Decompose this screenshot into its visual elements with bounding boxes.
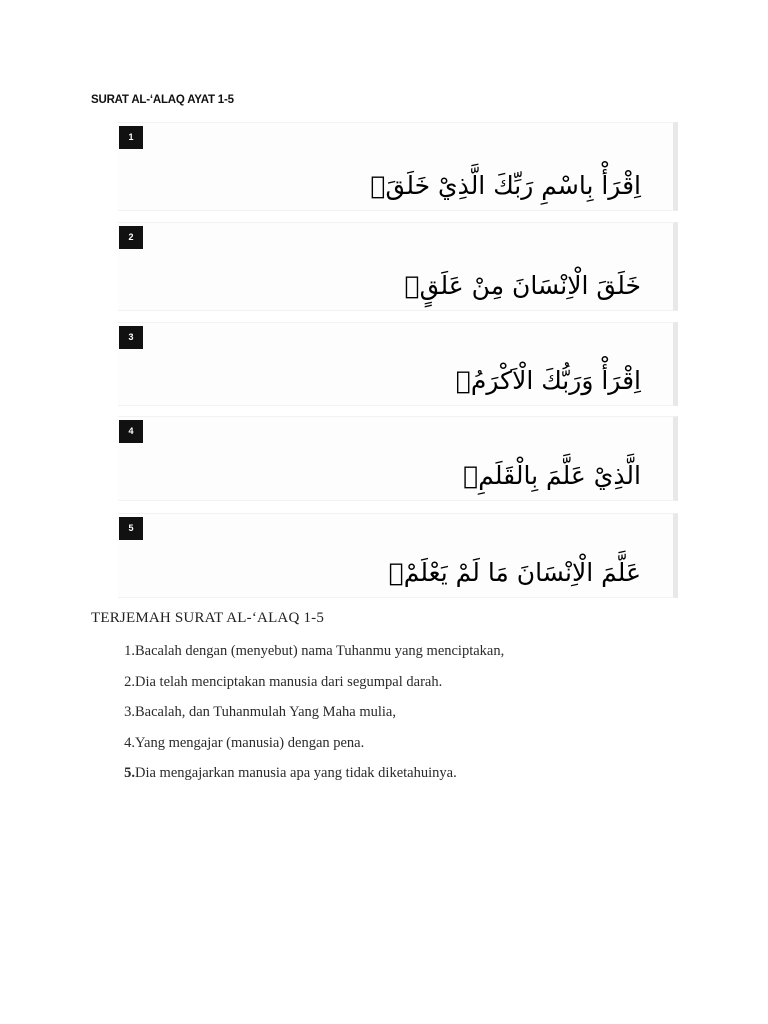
- verse-arabic-text: عَلَّمَ الْاِنْسَانَ مَا لَمْ يَعْلَمْۗ: [388, 558, 641, 587]
- verse-arabic-text: خَلَقَ الْاِنْسَانَ مِنْ عَلَقٍۚ: [404, 271, 641, 300]
- verse-number-badge: 1: [119, 126, 143, 149]
- translation-title: TERJEMAH SURAT AL-‘ALAQ 1-5: [91, 610, 325, 626]
- list-item-text: Dia mengajarkan manusia apa yang tidak diketahuinya.: [135, 765, 457, 781]
- list-item: [91, 733, 365, 764]
- list-item-number: 4.: [124, 734, 135, 751]
- list-item-text: Dia telah menciptakan manusia dari segumpal darah.: [135, 673, 443, 690]
- verse-row: [118, 222, 678, 311]
- page-heading: SURAT AL-‘ALAQ AYAT 1-5: [91, 94, 234, 106]
- list-item-number: 3.: [124, 704, 135, 720]
- verse-row: [118, 513, 678, 598]
- translation-list: [91, 641, 505, 794]
- verse-list: [118, 122, 678, 598]
- verse-number-badge: 5: [119, 517, 143, 540]
- list-item-text: Bacalah, dan Tuhanmulah Yang Maha mulia,: [135, 704, 396, 720]
- list-item: [91, 702, 396, 733]
- list-item-text: Yang mengajar (manusia) dengan pena.: [135, 734, 365, 751]
- verse-arabic-text: اِقْرَأْ بِاسْمِ رَبِّكَ الَّذِيْ خَلَقَۚ: [370, 171, 641, 200]
- list-item-number: 5.: [124, 765, 135, 781]
- verse-arabic-text: الَّذِيْ عَلَّمَ بِالْقَلَمِۙ: [463, 461, 641, 490]
- verse-number-badge: 3: [119, 326, 143, 349]
- list-item-number: 2.: [124, 673, 135, 690]
- verse-arabic-text: اِقْرَأْ وَرَبُّكَ الْاَكْرَمُۙ: [455, 366, 641, 395]
- verse-number-badge: 4: [119, 420, 143, 443]
- verse-row: [118, 416, 678, 501]
- verse-row: [118, 122, 678, 211]
- list-item: [91, 763, 457, 794]
- list-item: [91, 641, 505, 672]
- verse-row: [118, 322, 678, 406]
- list-item: [91, 672, 443, 703]
- verse-number-badge: 2: [119, 226, 143, 249]
- list-item-text: Bacalah dengan (menyebut) nama Tuhanmu yang menciptakan,: [135, 643, 505, 659]
- list-item-number: 1.: [124, 643, 135, 659]
